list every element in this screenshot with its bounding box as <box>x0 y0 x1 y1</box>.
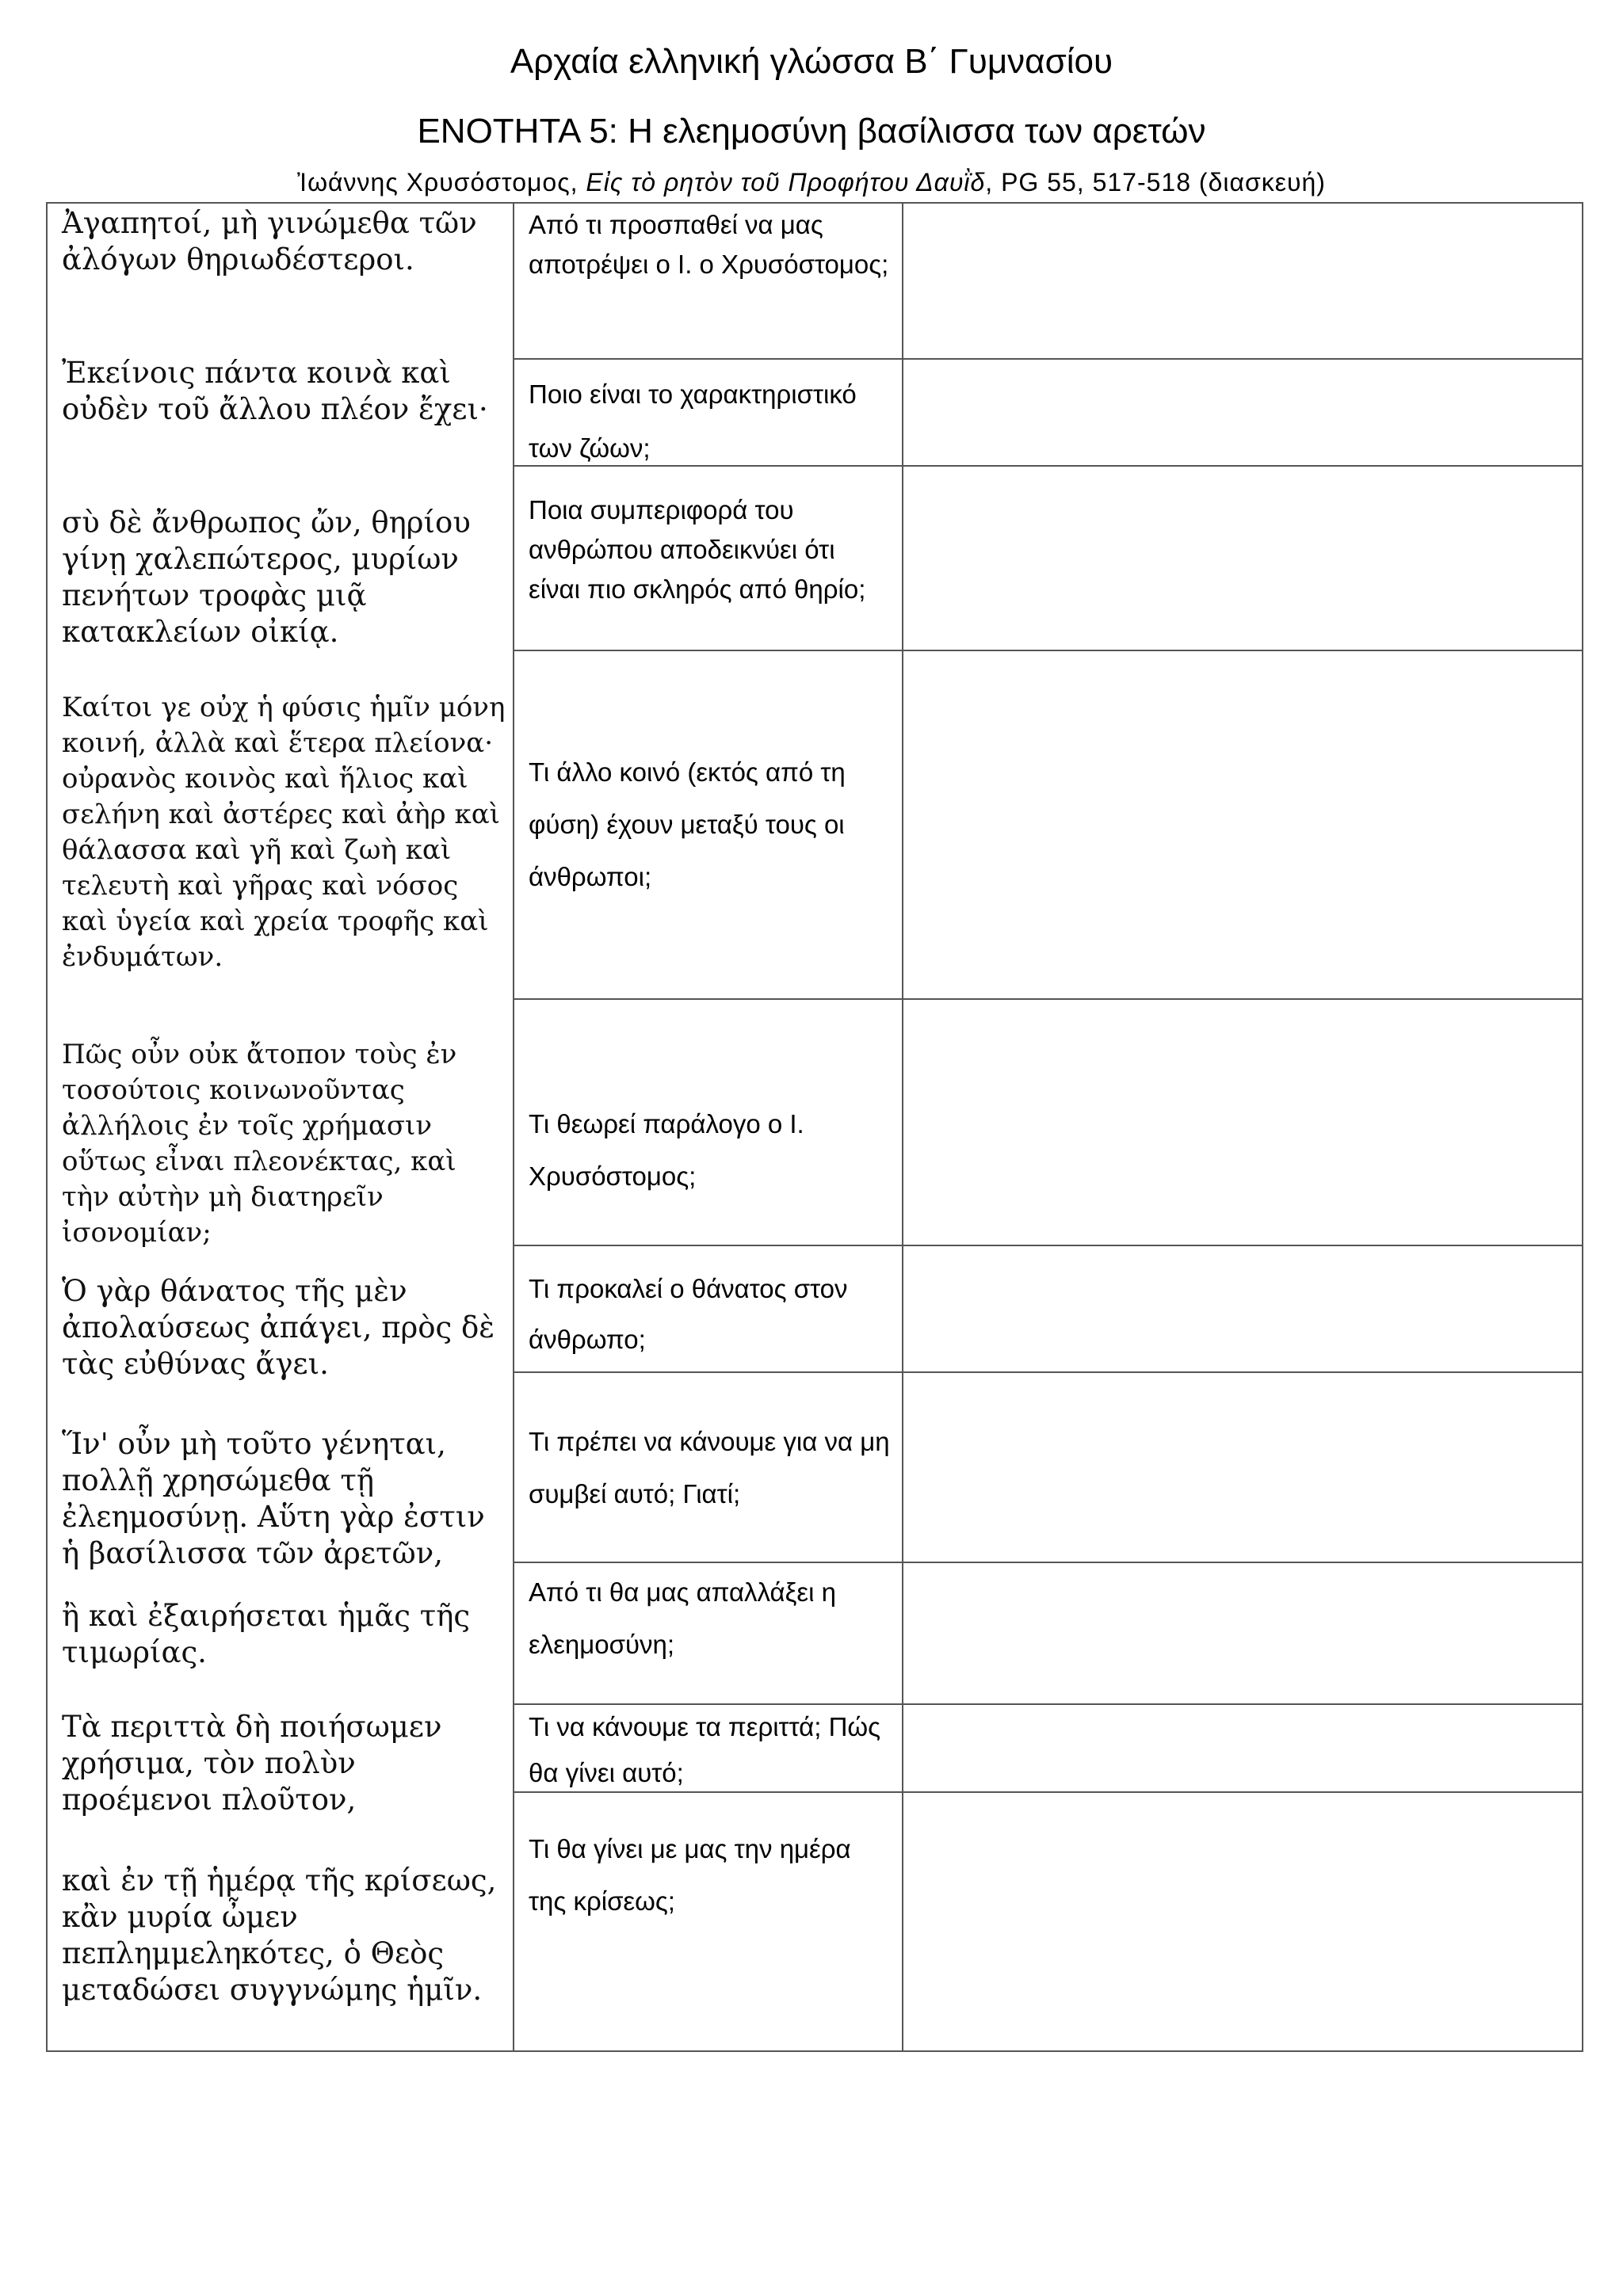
source-author: Ἰωάννης Χρυσόστομος, <box>297 168 586 196</box>
answer-cell[interactable] <box>903 1372 1583 1562</box>
question-text: Από τι θα μας απαλλάξει η ελεημοσύνη; <box>529 1577 836 1660</box>
question-cell <box>514 999 903 1245</box>
source-citation <box>0 166 1623 198</box>
answer-cell[interactable] <box>903 1792 1583 2051</box>
course-title: Αρχαία ελληνική γλώσσα Β΄ Γυμνασίου <box>510 42 1113 81</box>
question-cell <box>514 466 903 650</box>
question-cell <box>514 1245 903 1372</box>
question-cell <box>514 1792 903 2051</box>
answer-cell[interactable] <box>903 999 1583 1245</box>
unit-title: ΕΝΟΤΗΤΑ 5: Η ελεημοσύνη βασίλισσα των αρετών <box>417 112 1206 151</box>
greek-paragraph: Ἀγαπητοί, μὴ γινώμεθα τῶν ἀλόγων θηριωδέστεροι. <box>62 206 477 277</box>
greek-text-cell <box>47 203 514 2051</box>
answer-cell[interactable] <box>903 1562 1583 1703</box>
question-cell <box>514 359 903 466</box>
answer-cell[interactable] <box>903 203 1583 359</box>
question-text: Τι άλλο κοινό (εκτός από τη φύση) έχουν μεταξύ τους οι άνθρωποι; <box>529 757 846 892</box>
question-text: Τι προκαλεί ο θάνατος στον άνθρωπο; <box>529 1274 848 1355</box>
greek-paragraph: Πῶς οὖν οὐκ ἄτοπον τοὺς ἐν τοσούτοις κοινωνοῦντας ἀλλήλοις ἐν τοῖς χρήμασιν οὕτως εἶναι πλεονέκτας, καὶ τὴν αὐτὴν μὴ διατηρεῖν ἰσονομίαν; <box>62 1039 457 1249</box>
greek-paragraph: ἢ καὶ ἐξαιρήσεται ἡμᾶς τῆς τιμωρίας. <box>62 1599 471 1669</box>
question-text: Ποιο είναι το χαρακτηριστικό των ζώων; <box>529 379 857 463</box>
answer-cell[interactable] <box>903 1704 1583 1792</box>
question-cell <box>514 203 903 359</box>
greek-paragraph: Ὁ γὰρ θάνατος τῆς μὲν ἀπολαύσεως ἀπάγει, πρὸς δὲ τὰς εὐθύνας ἄγει. <box>62 1274 495 1381</box>
greek-text-column <box>48 204 513 2050</box>
answer-cell[interactable] <box>903 1245 1583 1372</box>
question-cell <box>514 1372 903 1562</box>
greek-paragraph: καὶ ἐν τῇ ἡμέρᾳ τῆς κρίσεως, κἂν μυρία ὦμεν πεπλημμεληκότες, ὁ Θεὸς μεταδώσει συγγνώμης ἡμῖν. <box>62 1863 497 2007</box>
source-work: Εἰς τὸ ρητὸν τοῦ Προφήτου Δαυῒδ <box>586 168 986 196</box>
answer-cell[interactable] <box>903 466 1583 650</box>
greek-paragraph: Καίτοι γε οὐχ ἡ φύσις ἡμῖν μόνη κοινή, ἀλλὰ καὶ ἕτερα πλείονα· οὐρανὸς κοινὸς καὶ ἥλιος καὶ σελήνη καὶ ἀστέρες καὶ ἀὴρ καὶ θάλασσα καὶ γῆ καὶ ζωὴ καὶ τελευτὴ καὶ γῆρας καὶ νόσος καὶ ὑγεία καὶ χρεία τροφῆς καὶ ἐνδυμάτων. <box>62 692 506 973</box>
answer-cell[interactable] <box>903 650 1583 998</box>
question-text: Από τι προσπαθεί να μας αποτρέψει ο Ι. ο Χρυσόστομος; <box>529 210 889 279</box>
answer-cell[interactable] <box>903 359 1583 466</box>
question-text: Τι θα γίνει με μας την ημέρα της κρίσεως; <box>529 1833 851 1916</box>
source-reference: , PG 55, 517-518 (διασκευή) <box>985 168 1326 196</box>
question-cell <box>514 650 903 998</box>
greek-paragraph: Τὰ περιττὰ δὴ ποιήσωμεν χρήσιμα, τὸν πολὺν προέμενοι πλοῦτον, <box>62 1710 442 1817</box>
question-text: Τι να κάνουμε τα περιττά; Πώς θα γίνει αυτό; <box>529 1711 881 1787</box>
greek-paragraph: σὺ δὲ ἄνθρωπος ὤν, θηρίου γίνῃ χαλεπώτερος, μυρίων πενήτων τροφὰς μιᾷ κατακλείων οἰκίᾳ. <box>62 505 471 649</box>
question-text: Ποια συμπεριφορά του ανθρώπου αποδεικνύει ότι είναι πιο σκληρός από θηρίο; <box>529 495 866 605</box>
question-cell <box>514 1562 903 1703</box>
question-text: Τι πρέπει να κάνουμε για να μη συμβεί αυτό; Γιατί; <box>529 1427 890 1509</box>
greek-paragraph: Ἵν' οὖν μὴ τοῦτο γένηται, πολλῇ χρησώμεθα τῇ ἐλεημοσύνῃ. Αὕτη γὰρ ἐστιν ἡ βασίλισσα τῶν ἀρετῶν, <box>62 1427 485 1570</box>
question-text: Τι θεωρεί παράλογο ο Ι. Χρυσόστομος; <box>529 1108 804 1191</box>
greek-paragraph: Ἐκείνοις πάντα κοινὰ καὶ οὐδὲν τοῦ ἄλλου πλέον ἔχει· <box>62 356 488 426</box>
question-cell <box>514 1704 903 1792</box>
worksheet-table <box>46 202 1583 2052</box>
